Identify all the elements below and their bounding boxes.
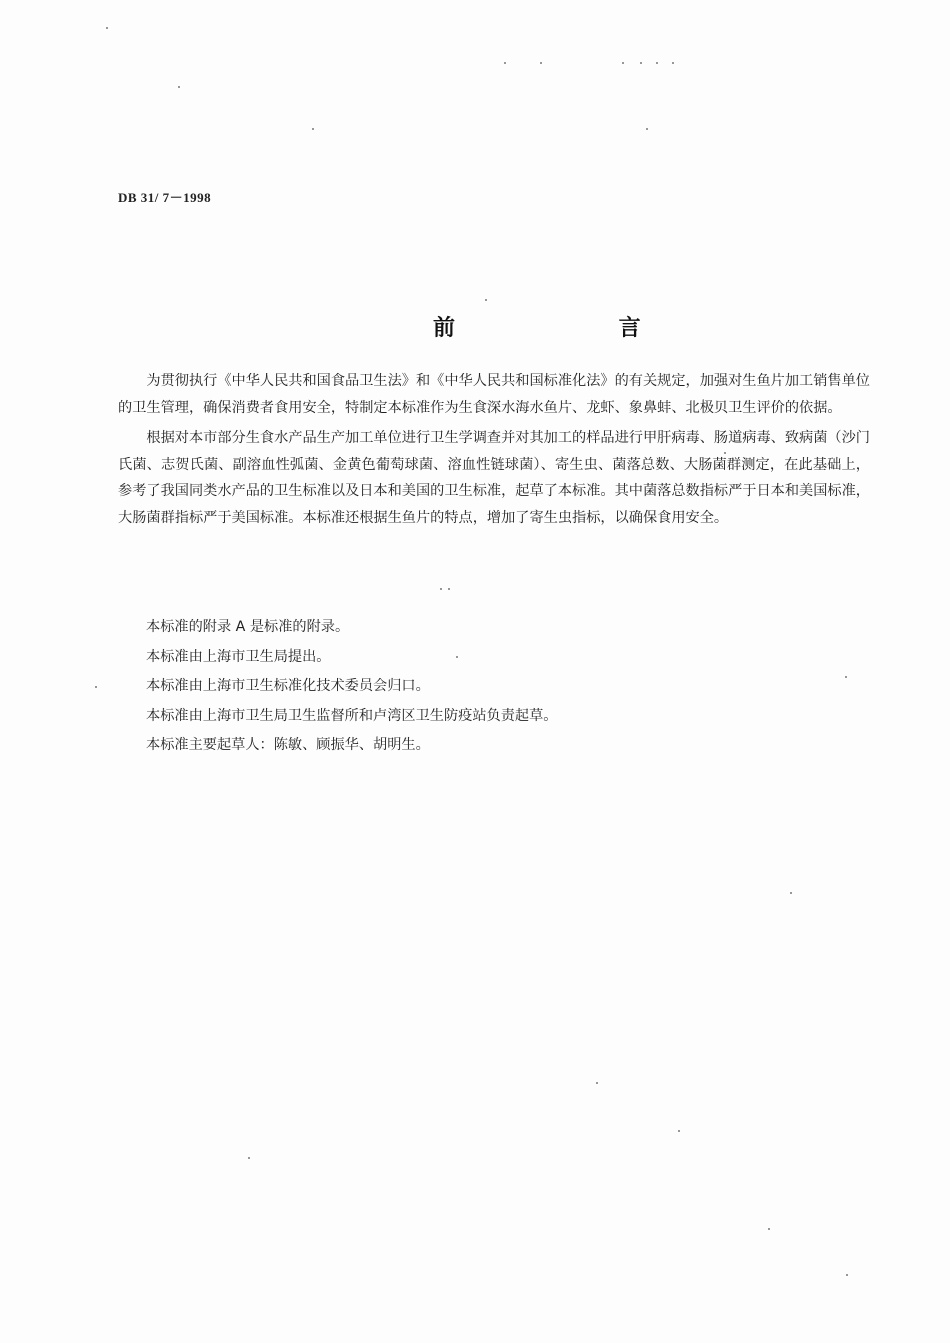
scan-speck	[95, 686, 97, 688]
scan-speck	[248, 1157, 250, 1159]
scan-speck	[540, 62, 542, 64]
scan-speck	[640, 62, 642, 64]
body-text	[118, 368, 870, 531]
scan-speck	[504, 62, 506, 64]
paragraph-purpose: 为贯彻执行《中华人民共和国食品卫生法》和《中华人民共和国标准化法》的有关规定，加强对生鱼片加工销售单位的卫生管理，确保消费者食用安全，特制定本标准作为生食深水海水鱼片、龙虾、象鼻蚌、北极贝卫生评价的依据。	[118, 373, 870, 416]
scan-speck	[724, 452, 726, 454]
note-administrator: 本标准由上海市卫生标准化技术委员会归口。	[146, 678, 430, 694]
scan-speck	[312, 128, 314, 130]
document-code: DB 31/ 7－1998	[118, 190, 212, 205]
scan-speck	[596, 1082, 598, 1084]
note-drafters: 本标准主要起草人：陈敏、顾振华、胡明生。	[146, 737, 430, 753]
scan-speck	[678, 1130, 680, 1132]
note-drafting-units: 本标准由上海市卫生局卫生监督所和卢湾区卫生防疫站负责起草。	[146, 707, 558, 724]
scan-speck	[622, 62, 624, 64]
scan-speck	[106, 27, 108, 29]
scan-speck	[790, 892, 792, 894]
scan-speck	[846, 1274, 848, 1276]
note-proposer: 本标准由上海市卫生局提出。	[146, 648, 331, 665]
scan-speck	[768, 1228, 770, 1230]
scan-speck	[646, 128, 648, 130]
scan-speck	[178, 86, 180, 88]
paragraph-basis: 根据对本市部分生食水产品生产加工单位进行卫生学调查并对其加工的样品进行甲肝病毒、肠道病毒、致病菌（沙门氏菌、志贺氏菌、副溶血性弧菌、金黄色葡萄球菌、溶血性链球菌）、寄生虫、菌落总数、大肠菌群测定，在此基础上，参考了我国同类水产品的卫生标准以及日本和美国的卫生标准，起草了本标准。其中菌落总数指标严于日本和美国标准，大肠菌群指标严于美国标准。本标准还根据生鱼片的特点，增加了寄生虫指标，以确保食用安全。	[118, 430, 870, 526]
scan-speck	[656, 62, 658, 64]
scan-speck	[845, 676, 847, 678]
scan-speck	[672, 62, 674, 64]
scan-speck	[456, 656, 458, 658]
standard-notes	[118, 613, 557, 761]
scan-speck	[448, 588, 450, 590]
scan-speck	[440, 588, 442, 590]
scan-speck	[485, 299, 487, 301]
note-appendix: 本标准的附录 A 是标准的附录。	[146, 619, 350, 635]
page-title: 前 言	[433, 316, 719, 341]
